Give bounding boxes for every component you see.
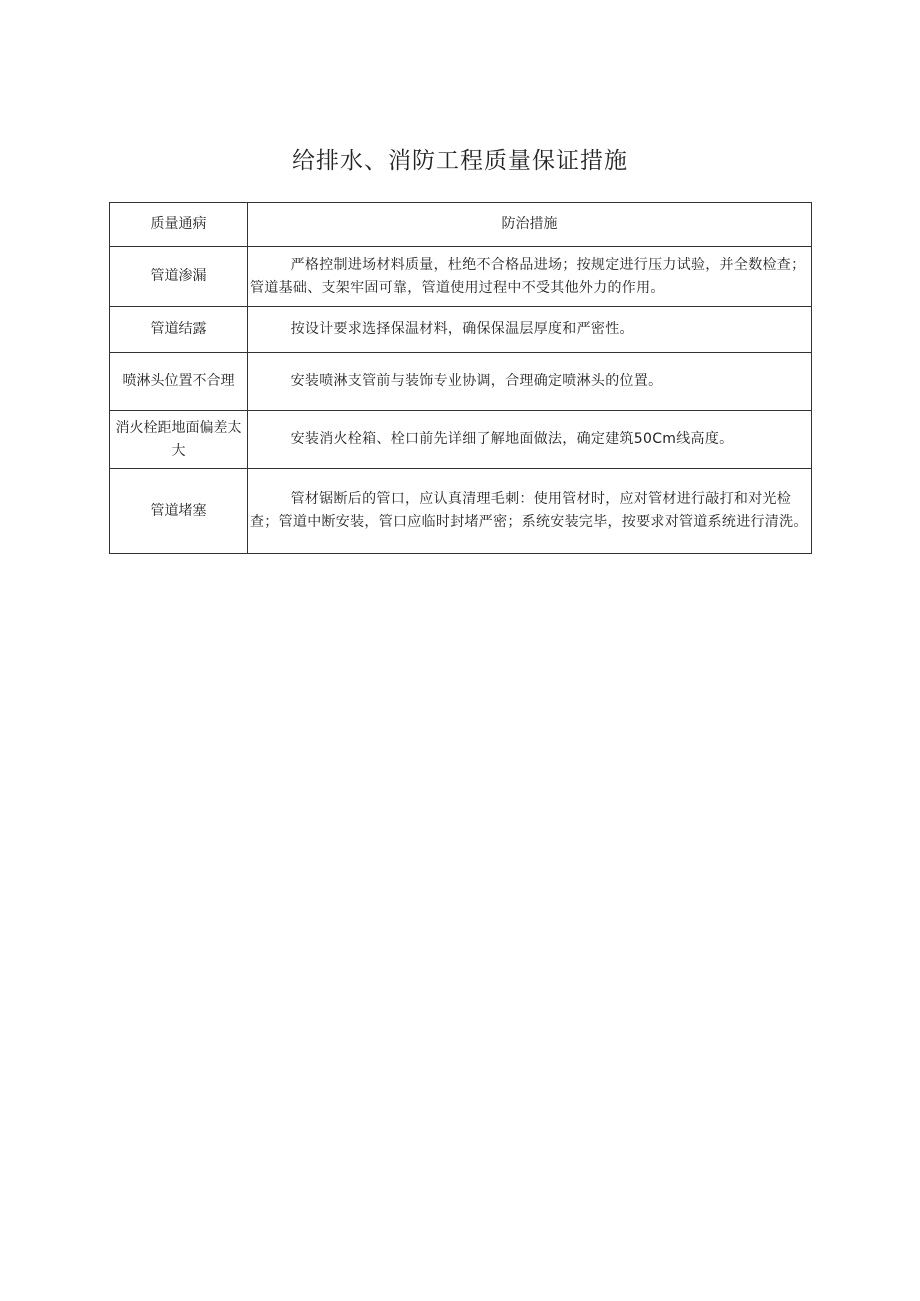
problem-cell: 喷淋头位置不合理 (110, 353, 248, 411)
header-measure: 防治措施 (248, 203, 812, 247)
measure-cell: 按设计要求选择保温材料，确保保温层厚度和严密性。 (248, 307, 812, 353)
problem-cell: 管道渗漏 (110, 247, 248, 307)
table-row (110, 247, 812, 307)
table-header-row (110, 203, 812, 247)
table-row (110, 469, 812, 554)
table-row (110, 353, 812, 411)
problem-cell: 消火栓距地面偏差太大 (110, 411, 248, 469)
header-problem: 质量通病 (110, 203, 248, 247)
measure-cell: 安装喷淋支管前与装饰专业协调，合理确定喷淋头的位置。 (248, 353, 812, 411)
table-row (110, 411, 812, 469)
problem-cell: 管道堵塞 (110, 469, 248, 554)
table-row (110, 307, 812, 353)
problem-cell: 管道结露 (110, 307, 248, 353)
measure-cell: 严格控制进场材料质量，杜绝不合格品进场；按规定进行压力试验，并全数检查；管道基础、支架牢固可靠，管道使用过程中不受其他外力的作用。 (248, 247, 812, 307)
quality-measures-table (109, 202, 812, 554)
measure-cell: 管材锯断后的管口，应认真清理毛刺：使用管材时，应对管材进行敲打和对光检查；管道中断安装，管口应临时封堵严密；系统安装完毕，按要求对管道系统进行清洗。 (248, 469, 812, 554)
measure-cell: 安装消火栓箱、栓口前先详细了解地面做法，确定建筑50Cm线高度。 (248, 411, 812, 469)
page-title: 给排水、消防工程质量保证措施 (292, 148, 628, 174)
